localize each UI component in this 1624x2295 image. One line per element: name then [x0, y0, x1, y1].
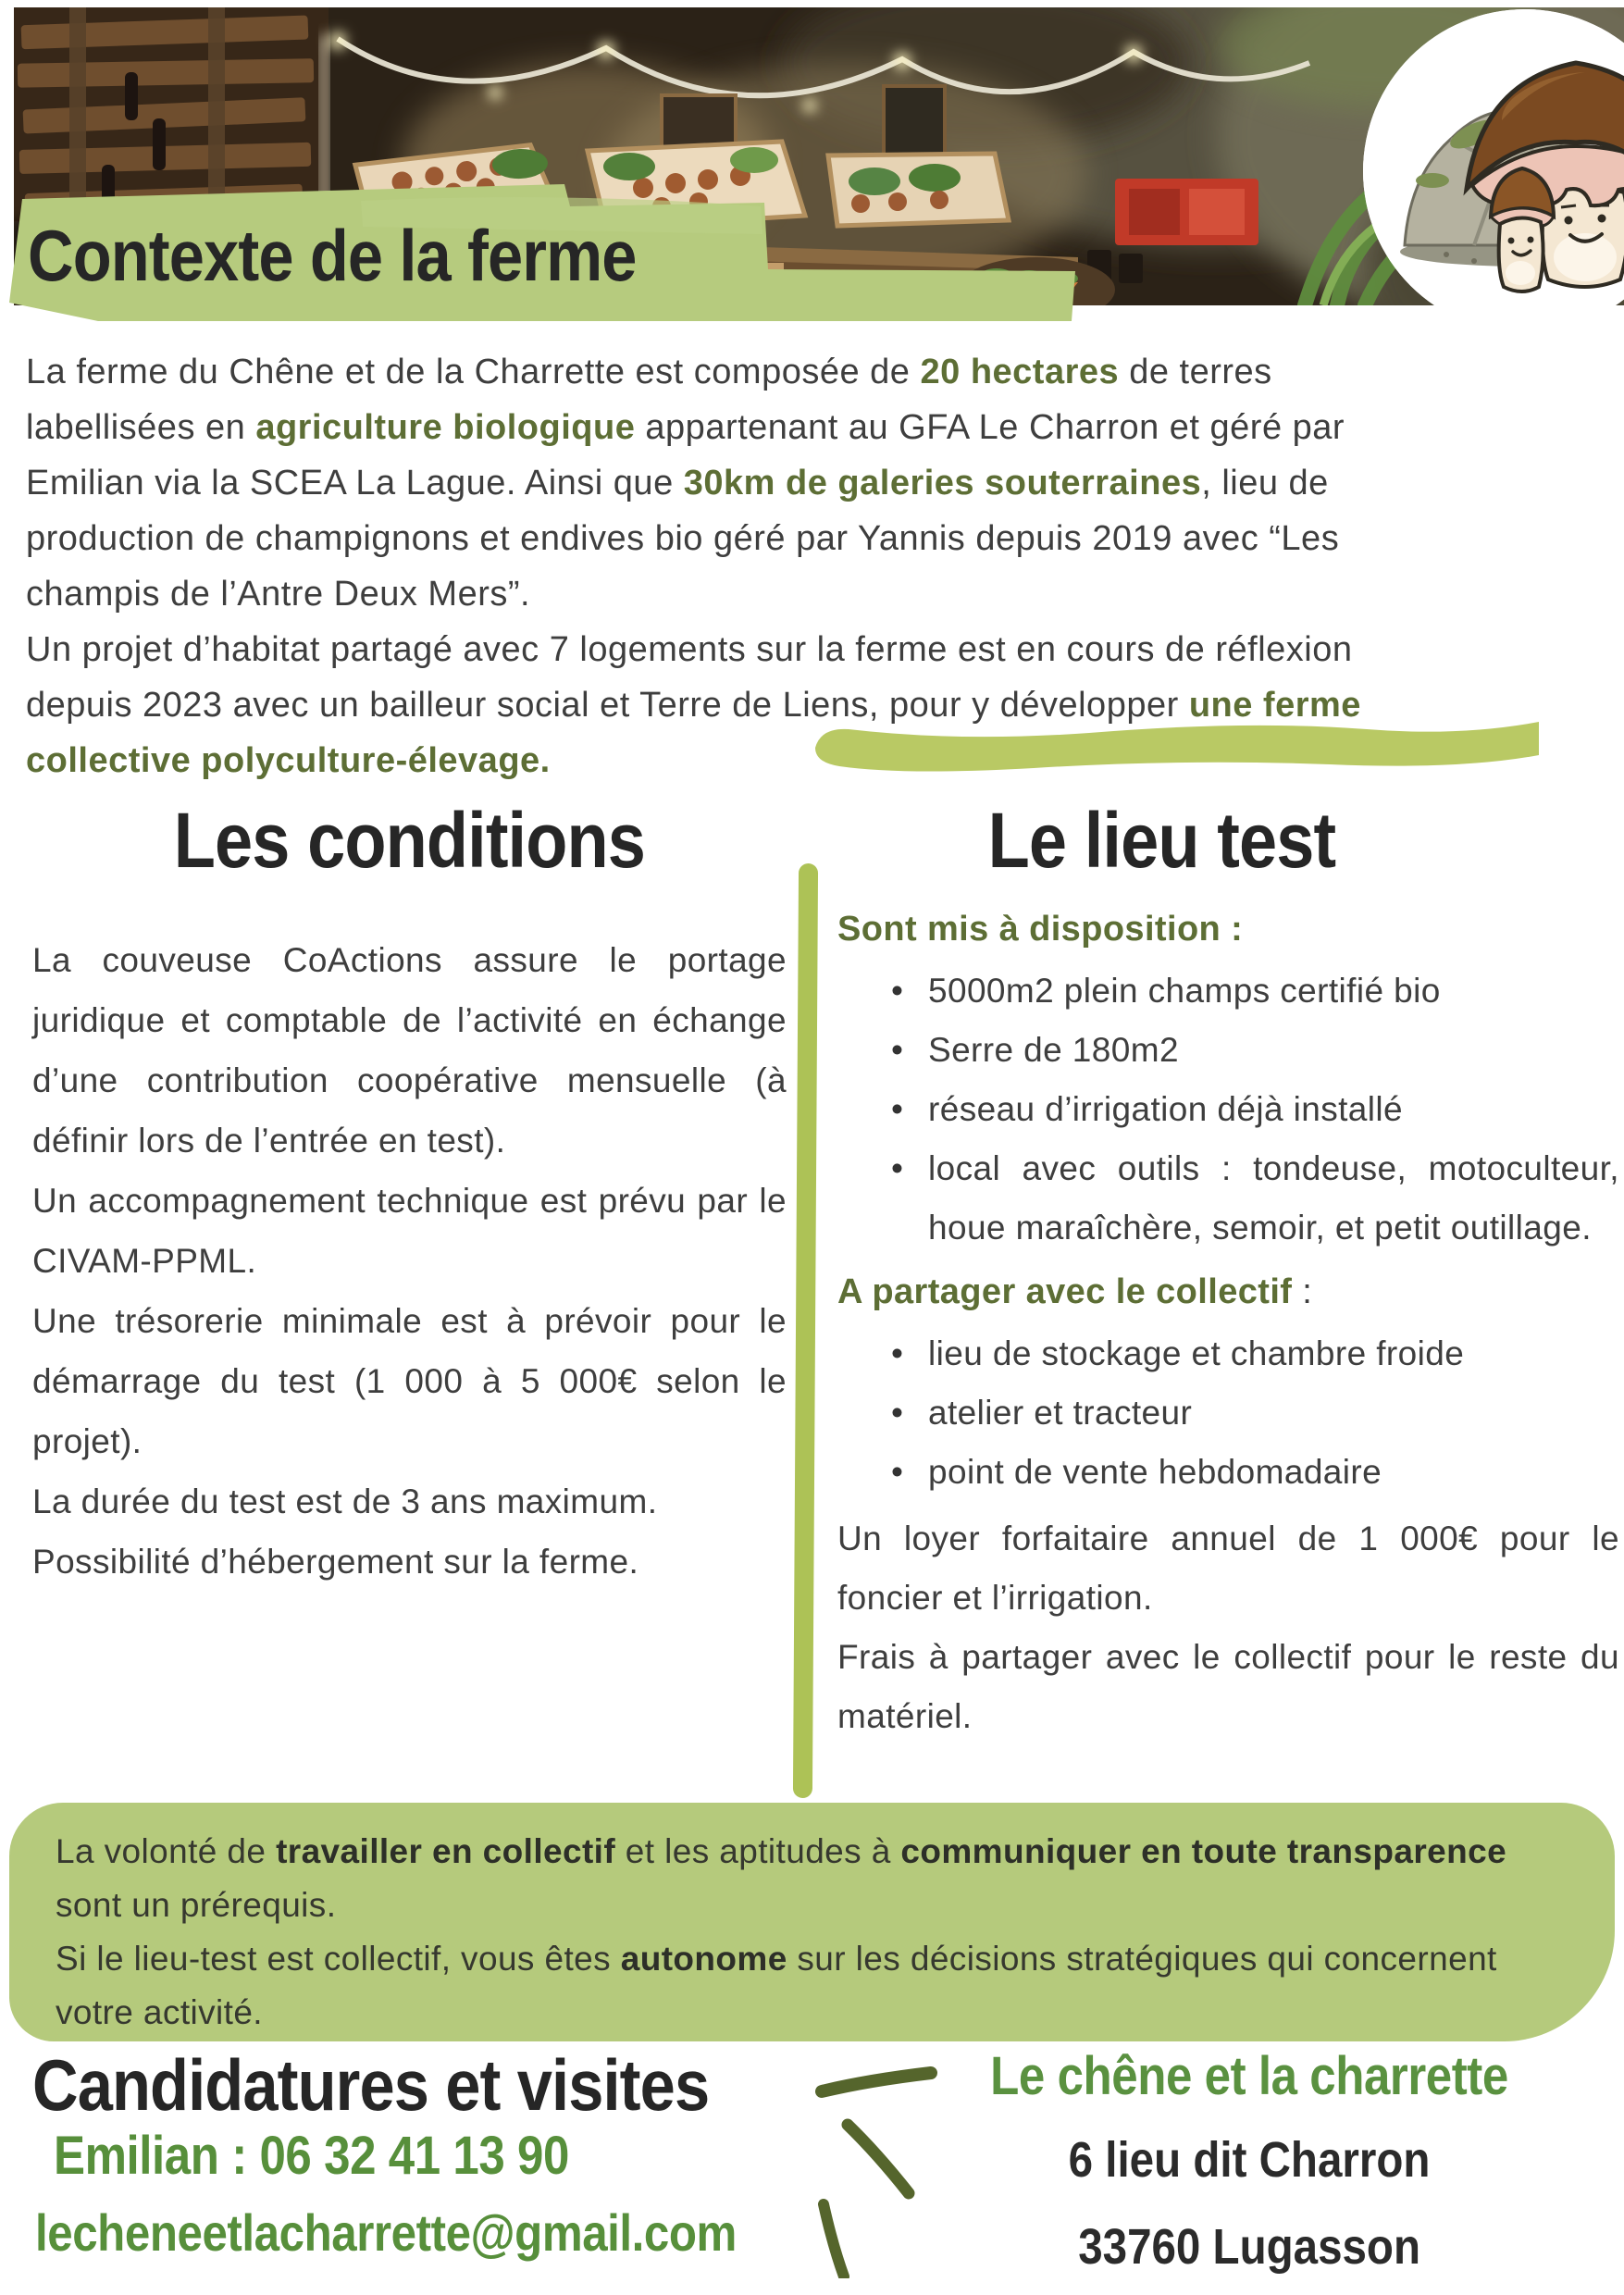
box-text: sont un prérequis.	[56, 1886, 337, 1924]
farm-address-block	[879, 2045, 1619, 2276]
farm-name-text: Le chêne et la charrette	[990, 2046, 1508, 2106]
conditions-heading-text: Les conditions	[173, 797, 646, 884]
provided-subheading-text: Sont mis à disposition :	[837, 910, 1244, 949]
conditions-column	[32, 930, 787, 1592]
requirements-paragraph-2	[56, 1932, 1559, 2040]
list-item	[891, 961, 1619, 1021]
intro-bold: agriculture biologique	[255, 408, 636, 447]
bullet-marker: •	[891, 1031, 904, 1069]
contact-phone-text: Emilian : 06 32 41 13 90	[54, 2126, 569, 2186]
intro-text: Un projet d’habitat partagé avec 7 logements sur la ferme est en cours de réflexion depuis 2023 avec un bailleur social et Terre de Liens, pour y développer	[26, 630, 1353, 725]
bullet-marker: •	[891, 1394, 904, 1432]
intro-bold: une ferme collective polyculture-élevage.	[26, 686, 1361, 780]
requirements-paragraph-1	[56, 1825, 1559, 1932]
contact-phone	[54, 2125, 639, 2187]
address-line-2-text: 33760 Lugasson	[1078, 2219, 1420, 2275]
provided-list	[837, 961, 1619, 1258]
intro-text: La ferme du Chêne et de la Charrette est composée de	[26, 353, 921, 391]
list-item-text: local avec outils : tondeuse, motoculteur, houe maraîchère, semoir, et petit outillage.	[928, 1149, 1619, 1247]
intro-text: , lieu de production de champignons et endives bio géré par Yannis depuis 2019 avec “Les champis de l’Antre Deux Mers”.	[26, 464, 1340, 614]
bullet-marker: •	[891, 1334, 904, 1372]
footer-heading	[32, 2043, 801, 2128]
farm-name	[879, 2045, 1619, 2107]
lieu-test-column	[837, 902, 1619, 1746]
address-line-2	[879, 2218, 1619, 2276]
shared-subheading	[837, 1265, 1619, 1319]
conditions-paragraph: Une trésorerie minimale est à prévoir pour le démarrage du test (1 000 à 5 000€ selon le projet).	[32, 1302, 787, 1460]
list-item-text: atelier et tracteur	[928, 1394, 1193, 1432]
requirements-text	[9, 1803, 1615, 2040]
box-text: sur les décisions stratégiques qui concernent votre activité.	[56, 1940, 1497, 2031]
address-line-1	[879, 2131, 1619, 2189]
address-line-1-text: 6 lieu dit Charron	[1068, 2132, 1431, 2188]
requirements-highlight-box	[9, 1803, 1615, 2041]
box-text: La volonté de	[56, 1832, 277, 1870]
shared-subheading-colon: :	[1292, 1272, 1313, 1311]
contact-email-text: lecheneetlacharrette@gmail.com	[35, 2203, 737, 2262]
page-title	[28, 214, 719, 298]
intro-text: appartenant au GFA Le Charron et géré par Emilian via la SCEA La Lague. Ainsi que	[26, 408, 1345, 502]
conditions-paragraph: La durée du test est de 3 ans maximum.	[32, 1482, 658, 1520]
shared-list	[837, 1324, 1619, 1502]
lieu-test-heading	[837, 796, 1485, 886]
list-item	[891, 1139, 1619, 1258]
shared-subheading-text: A partager avec le collectif	[837, 1272, 1293, 1311]
conditions-heading	[32, 796, 787, 886]
wave-brush-decoration	[812, 701, 1543, 783]
list-item-text: point de vente hebdomadaire	[928, 1453, 1382, 1491]
conditions-paragraph: Possibilité d’hébergement sur la ferme.	[32, 1543, 639, 1581]
bullet-marker: •	[891, 1453, 904, 1491]
bullet-marker: •	[891, 972, 904, 1010]
lieu-test-heading-text: Le lieu test	[987, 797, 1335, 884]
list-item	[891, 1324, 1619, 1383]
box-bold: travailler en collectif	[276, 1832, 616, 1870]
list-item-text: lieu de stockage et chambre froide	[928, 1334, 1465, 1372]
intro-paragraph-1	[26, 344, 1414, 622]
list-item-text: Serre de 180m2	[928, 1031, 1179, 1069]
list-item-text: réseau d’irrigation déjà installé	[928, 1090, 1403, 1128]
list-item	[891, 1080, 1619, 1139]
conditions-paragraph: La couveuse CoActions assure le portage juridique et comptable de l’activité en échange d’une contribution coopérative mensuelle (à définir lors de l’entrée en test).	[32, 941, 787, 1160]
provided-subheading	[837, 902, 1619, 956]
box-bold: autonome	[620, 1940, 787, 1978]
column-divider-bar	[793, 863, 818, 1798]
contact-email	[35, 2202, 832, 2263]
box-text: Si le lieu-test est collectif, vous êtes	[56, 1940, 621, 1978]
intro-bold: 20 hectares	[920, 353, 1120, 391]
list-item	[891, 1383, 1619, 1443]
bullet-marker: •	[891, 1149, 904, 1187]
list-item	[891, 1021, 1619, 1080]
list-item	[891, 1443, 1619, 1502]
rent-paragraph: Un loyer forfaitaire annuel de 1 000€ pour le foncier et l’irrigation.	[837, 1520, 1619, 1617]
shared-costs-paragraph: Frais à partager avec le collectif pour le reste du matériel.	[837, 1638, 1619, 1735]
intro-bold: 30km de galeries souterraines	[683, 464, 1202, 502]
list-item-text: 5000m2 plein champs certifié bio	[928, 972, 1441, 1010]
conditions-paragraph: Un accompagnement technique est prévu par le CIVAM-PPML.	[32, 1182, 787, 1280]
box-text: et les aptitudes à	[615, 1832, 901, 1870]
page-title-text: Contexte de la ferme	[28, 215, 637, 296]
bullet-marker: •	[891, 1090, 904, 1128]
footer-heading-text: Candidatures et visites	[32, 2044, 710, 2126]
intro-text: de terres labellisées en	[26, 353, 1272, 447]
box-bold: communiquer en toute transparence	[900, 1832, 1507, 1870]
